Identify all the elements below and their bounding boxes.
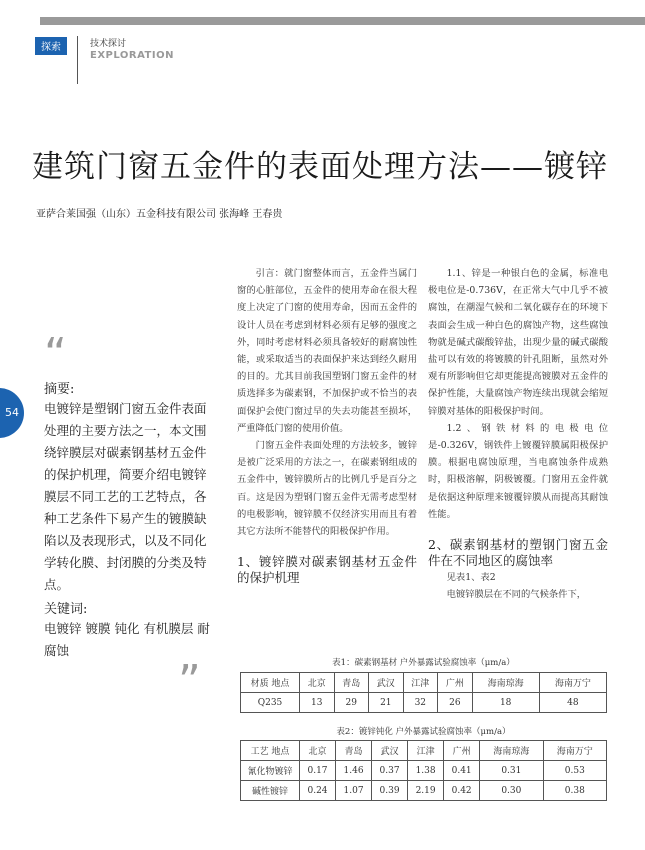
table-cell: Q235 [241,693,300,713]
abstract-text: 电镀锌是塑钢门窗五金件表面处理的主要方法之一，本文围绕锌膜层对碳素钢基材五金件的保护机理，简要介绍电镀锌膜层不同工艺的工艺特点，各种工艺条件下易产生的镀膜缺陷以及表现形式，以及不同化学转化膜、封闭膜的分类及特点。 [44,401,207,592]
section-title-en: EXPLORATION [90,50,174,61]
table-cell: 0.37 [372,761,408,781]
table-cell: 0.30 [480,781,543,801]
table-cell: 48 [539,693,606,713]
table-row [241,693,607,713]
table-header-cell: 青岛 [334,673,369,693]
body-paragraph: 1.1、锌是一种银白色的金属，标准电极电位是-0.736V，在正常大气中几乎不被腐蚀，在潮湿气候和二氧化碳存在的环境下表面会生成一种白色的腐蚀产物，这些腐蚀物就是碱式碳酸锌盐，出现少量的碱式碳酸盐可以有效的将镀膜的针孔阻断，虽然对外观有所影响但它却更能提高镀膜对五金件的保护性能，大量腐蚀产物连续出现就会缩短锌膜对基体的阳极保护时间。 [428,268,608,417]
header-divider [77,36,78,84]
table-1-caption: 表1：碳素钢基材 户外暴露试验腐蚀率（μm/a） [332,658,515,668]
table-1 [240,672,607,713]
table-header-cell: 武汉 [372,741,408,761]
page-number: 54 [5,406,19,419]
body-paragraph: 1.2、钢铁材料的电极电位是-0.326V，钢铁件上镀覆锌膜属阳极保护膜。根据电腐蚀原理，当电腐蚀条件成熟时，阳极溶解，阴极镀覆。门窗用五金件就是依据这种原理来镀覆锌膜从而提高其耐蚀性能。 [428,422,608,520]
table-cell: 2.19 [408,781,444,801]
article-authors: 亚萨合莱国强（山东）五金科技有限公司 张海峰 王春贵 [36,209,283,220]
body-column-2 [428,265,608,603]
table-header-cell: 江津 [403,673,438,693]
table-cell: 0.41 [444,761,480,781]
table-cell: 碱性镀锌 [241,781,300,801]
keywords-text: 电镀锌 镀膜 钝化 有机膜层 耐腐蚀 [44,621,210,658]
body-paragraph: 电镀锌膜层在不同的气候条件下， [446,589,587,601]
table-cell: 21 [369,693,404,713]
table-cell: 0.24 [300,781,336,801]
section-title-cn: 技术探讨 [90,39,127,49]
table-2-caption: 表2：镀锌钝化 户外暴露试验腐蚀率（μm/a） [336,727,511,737]
table-header-cell: 海南琼海 [472,673,539,693]
table-cell: 18 [472,693,539,713]
table-header-cell: 材质 地点 [241,673,300,693]
body-paragraph: 见表1、表2 [446,572,496,584]
table-cell: 26 [438,693,473,713]
table-cell: 氰化物镀锌 [241,761,300,781]
table-cell: 0.17 [300,761,336,781]
table-header-cell: 海南万宁 [543,741,606,761]
table-header-row [241,741,607,761]
table-cell: 0.38 [543,781,606,801]
table-header-cell: 北京 [300,673,335,693]
table-cell: 32 [403,693,438,713]
section-heading-1: 1、镀锌膜对碳素钢基材五金件的保护机理 [237,554,417,586]
table-header-cell: 北京 [300,741,336,761]
page-number-tab [0,388,24,438]
table-row [241,761,607,781]
section-heading-2: 2、碳素钢基材的塑钢门窗五金件在不同地区的腐蚀率 [428,537,608,569]
abstract-label: 摘要: [44,382,75,397]
table-cell: 0.31 [480,761,543,781]
header-bar [40,17,645,25]
section-tag: 探索 [35,37,67,55]
table-header-cell: 武汉 [369,673,404,693]
table-row [241,781,607,801]
table-cell: 13 [300,693,335,713]
table-header-cell: 海南琼海 [480,741,543,761]
table-header-cell: 工艺 地点 [241,741,300,761]
open-quote-icon: “ [44,329,67,380]
article-title: 建筑门窗五金件的表面处理方法——镀锌 [32,149,608,185]
table-header-cell: 青岛 [336,741,372,761]
intro-paragraph: 引言：就门窗整体而言，五金件当属门窗的心脏部位，五金件的使用寿命在很大程度上决定了门窗的使用寿命，因而五金件的设计人员在考虑到材料必须有足够的强度之外，同时考虑材料必须具备较好的耐腐蚀性能，或采取适当的表面保护来达到经久耐用的目的。尤其目前我国塑钢门窗五金件的材质选择多为碳素钢，不加保护或不恰当的表面保护会使门窗过早的失去功能甚至损坏，严重降低门窗的使用价值。 [237,268,417,434]
table-cell: 0.53 [543,761,606,781]
table-cell: 0.42 [444,781,480,801]
table-header-cell: 海南万宁 [539,673,606,693]
body-column-1 [237,265,417,586]
table-header-cell: 广州 [444,741,480,761]
table-cell: 29 [334,693,369,713]
table-cell: 1.46 [336,761,372,781]
body-paragraph: 门窗五金件表面处理的方法较多，镀锌是被广泛采用的方法之一，在碳素钢组成的五金件中，镀锌膜所占的比例几乎是百分之百。这是因为塑钢门窗五金件无需考虑型材的电极影响，镀锌膜不仅经济实用而且有着其它方法所不能替代的阳极保护作用。 [237,440,417,538]
keywords-label: 关键词: [44,602,88,617]
table-header-row [241,673,607,693]
close-quote-icon: ” [178,656,201,707]
table-cell: 0.39 [372,781,408,801]
table-header-cell: 广州 [438,673,473,693]
table-cell: 1.07 [336,781,372,801]
table-2 [240,740,607,801]
table-header-cell: 江津 [408,741,444,761]
table-cell: 1.38 [408,761,444,781]
